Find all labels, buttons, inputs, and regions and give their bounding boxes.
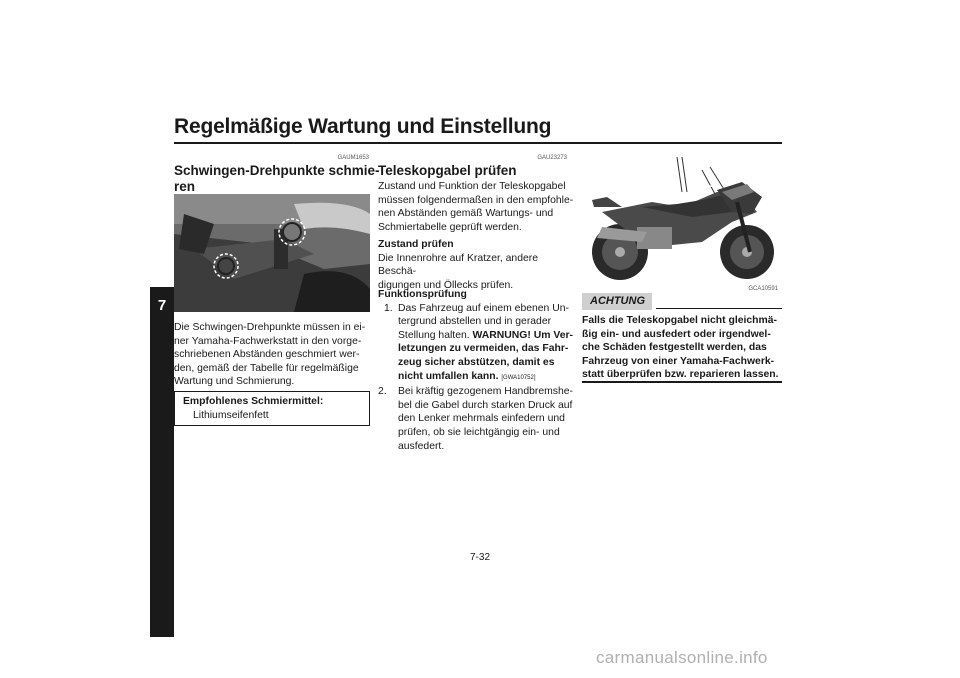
- body-text: Stellung halten.: [398, 329, 473, 341]
- warning-code: [GWA10752]: [501, 374, 536, 381]
- section-title: Teleskopgabel prüfen: [378, 163, 517, 178]
- body-line: Die Schwingen-Drehpunkte müssen in ei-: [174, 322, 366, 333]
- body-line: den Lenker mehrmals einfedern und: [398, 413, 565, 425]
- warning-text: letzungen zu vermeiden, das Fahr-: [398, 343, 569, 355]
- body-line: nen Abständen gemäß Wartungs- und: [378, 208, 554, 220]
- body-line: Die Innenrohre auf Kratzer, andere Beschä-: [378, 252, 538, 278]
- body-line: müssen folgendermaßen in den empfohle-: [378, 194, 574, 206]
- section-code: GAUM1653: [337, 155, 369, 161]
- subheading: Zustand prüfen: [378, 239, 454, 250]
- body-line: den, gemäß der Tabelle für regelmäßige: [174, 362, 359, 374]
- body-line: bel die Gabel durch starken Druck auf: [398, 399, 573, 411]
- section-title: [174, 163, 380, 195]
- step-number: 1.: [384, 302, 393, 314]
- caution-line: statt überprüfen bzw. reparieren lassen.: [582, 369, 779, 381]
- subheading: Funktionsprüfung: [378, 289, 467, 300]
- lubricant-value: Lithiumseifenfett: [193, 409, 269, 421]
- watermark: carmanualsonline.info: [596, 648, 768, 667]
- header-rule: [174, 142, 782, 144]
- body-line: [398, 329, 582, 343]
- section-title-line: ren: [174, 179, 196, 194]
- body-line: Bei kräftig gezogenem Handbremshe-: [398, 386, 574, 398]
- caution-text: [582, 314, 786, 382]
- caution-line: Fahrzeug von einer Yamaha-Fachwerk-: [582, 355, 775, 367]
- chapter-number: 7: [157, 297, 167, 314]
- function-check: [378, 288, 582, 453]
- step-item: [378, 385, 582, 453]
- swingarm-photo: [174, 194, 370, 312]
- body-line: [398, 370, 582, 386]
- lubricant-label: Empfohlenes Schmiermittel:: [183, 396, 324, 407]
- body-line: Wartung und Schmierung.: [174, 376, 295, 388]
- image-code: GCA10591: [748, 286, 778, 292]
- caution-line: che Schäden festgestellt werden, das: [582, 342, 767, 354]
- body-line: Das Fahrzeug auf einem ebenen Un-: [398, 302, 569, 314]
- caution-line: ßig ein- und ausfedert oder irgendwel-: [582, 328, 771, 340]
- warning-text: nicht umfallen kann.: [398, 370, 499, 382]
- body-line: digungen und Öllecks prüfen.: [378, 279, 514, 291]
- body-line: ausfedert.: [398, 440, 445, 452]
- warning-text: zeug sicher abstützen, damit es: [398, 356, 555, 368]
- motorcycle-illustration: [582, 152, 782, 282]
- page-title: Regelmäßige Wartung und Einstellung: [174, 115, 552, 138]
- body-line: Zustand und Funktion der Teleskopgabel: [378, 181, 566, 192]
- caution-rule: [656, 308, 782, 309]
- chapter-tab: [150, 287, 174, 637]
- caution-label-text: ACHTUNG: [590, 295, 645, 307]
- warning-text: WARNUNG! Um Ver-: [472, 329, 573, 341]
- caution-label: [582, 293, 652, 310]
- step-number: 2.: [378, 386, 387, 398]
- section-code: GAU23273: [537, 155, 567, 161]
- caution-bottom-rule: [582, 381, 782, 383]
- section-intro: [378, 180, 578, 234]
- step-item: [378, 302, 582, 386]
- lubricant-box: [174, 391, 370, 426]
- body-line: ner Yamaha-Fachwerkstatt in den vorge-: [174, 335, 362, 347]
- page-number: 7-32: [469, 552, 490, 563]
- body-line: prüfen, ob sie leichtgängig ein- und: [398, 426, 560, 438]
- section-title-line: Schwingen-Drehpunkte schmie-: [174, 163, 380, 178]
- section-body: [174, 321, 374, 389]
- condition-check: [378, 238, 578, 292]
- body-line: Schmiertabelle geprüft werden.: [378, 221, 522, 233]
- body-line: schriebenen Abständen geschmiert wer-: [174, 349, 360, 361]
- caution-line: Falls die Teleskopgabel nicht gleichmä-: [582, 315, 777, 326]
- body-line: tergrund abstellen und in gerader: [398, 316, 552, 328]
